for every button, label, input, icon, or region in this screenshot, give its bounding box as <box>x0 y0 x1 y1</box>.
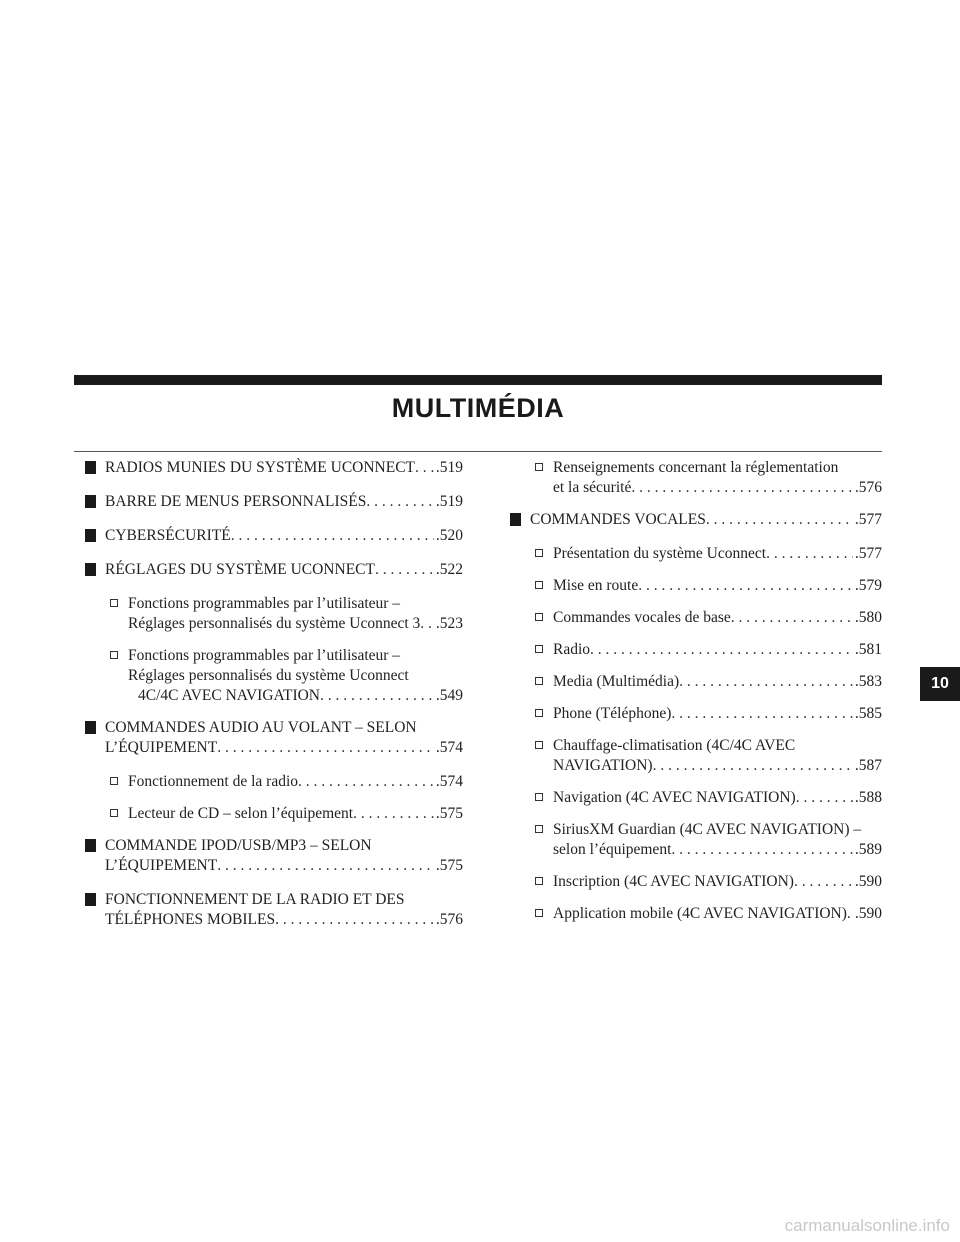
hollow-square-bullet-icon <box>535 877 543 885</box>
dot-leader <box>679 672 853 692</box>
chapter-title: MULTIMÉDIA <box>391 393 565 423</box>
toc-entry[interactable] <box>510 704 882 724</box>
hollow-square-bullet-icon <box>110 651 118 659</box>
toc-entry[interactable] <box>510 820 882 860</box>
toc-page-number: .574 <box>435 773 463 790</box>
toc-page-number: .590 <box>854 905 882 922</box>
toc-entry[interactable] <box>85 492 463 512</box>
toc-entry-text: Media (Multimédia) <box>553 673 680 690</box>
toc-entry-text: Radio <box>553 641 591 658</box>
hollow-square-bullet-icon <box>535 645 543 653</box>
toc-entry-text: Fonctions programmables par l’utilisateur – <box>128 647 401 664</box>
hollow-square-bullet-icon <box>535 793 543 801</box>
toc-page-number: .576 <box>435 911 463 928</box>
toc-page-number: .575 <box>435 857 463 874</box>
square-bullet-icon <box>85 461 96 474</box>
toc-page-number: .583 <box>854 673 882 690</box>
toc-entry[interactable] <box>510 510 882 530</box>
dot-leader <box>796 788 853 808</box>
hollow-square-bullet-icon <box>110 599 118 607</box>
toc-entry-text: Commandes vocales de base <box>553 609 731 626</box>
dot-leader <box>275 910 434 930</box>
toc-entry-text: Application mobile (4C AVEC NAVIGATION) <box>553 905 847 922</box>
toc-page-number: .587 <box>854 757 882 774</box>
toc-entry[interactable] <box>510 608 882 628</box>
hollow-square-bullet-icon <box>535 463 543 471</box>
hollow-square-bullet-icon <box>535 677 543 685</box>
toc-page-number: .519 <box>435 493 463 510</box>
toc-entry[interactable] <box>510 576 882 596</box>
toc-page-number: .574 <box>435 739 463 756</box>
toc-entry-text: COMMANDE IPOD/USB/MP3 – SELON <box>105 837 372 854</box>
toc-page-number: .577 <box>854 511 882 528</box>
toc-entry-text: selon l’équipement <box>553 841 672 858</box>
toc-entry-text: SiriusXM Guardian (4C AVEC NAVIGATION) – <box>553 821 862 838</box>
dot-leader <box>320 686 434 706</box>
title-rule <box>74 451 882 452</box>
toc-page-number: .519 <box>435 459 463 476</box>
toc-entry[interactable] <box>85 772 463 792</box>
hollow-square-bullet-icon <box>110 777 118 785</box>
dot-leader <box>671 840 853 860</box>
toc-entry-text: Réglages personnalisés du système Uconnect <box>128 667 409 684</box>
dot-leader <box>217 738 434 758</box>
toc-entry-text: CYBERSÉCURITÉ <box>105 527 231 544</box>
toc-page-number: .588 <box>854 789 882 806</box>
toc-page-number: .522 <box>435 561 463 578</box>
toc-entry[interactable] <box>510 736 882 776</box>
toc-entry[interactable] <box>510 788 882 808</box>
toc-entry-text: Présentation du système Uconnect <box>553 545 767 562</box>
toc-entry[interactable] <box>510 872 882 892</box>
toc-page-number: .581 <box>854 641 882 658</box>
toc-entry-text: COMMANDES VOCALES <box>530 511 706 528</box>
toc-page-number: .579 <box>854 577 882 594</box>
toc-page-number: .520 <box>435 527 463 544</box>
dot-leader <box>375 560 434 580</box>
dot-leader <box>731 608 853 628</box>
dot-leader <box>671 704 853 724</box>
hollow-square-bullet-icon <box>535 825 543 833</box>
toc-left-column <box>85 458 463 944</box>
toc-entry-text: Réglages personnalisés du système Uconnect 3 <box>128 615 421 632</box>
toc-entry-text: Lecteur de CD – selon l’équipement <box>128 805 354 822</box>
header-bar <box>74 375 882 385</box>
toc-entry-text: Inscription (4C AVEC NAVIGATION) <box>553 873 794 890</box>
toc-entry-text: Phone (Téléphone) <box>553 705 672 722</box>
toc-page-number: .577 <box>854 545 882 562</box>
hollow-square-bullet-icon <box>535 741 543 749</box>
toc-entry[interactable] <box>510 544 882 564</box>
square-bullet-icon <box>85 839 96 852</box>
toc-entry[interactable] <box>85 836 463 876</box>
toc-entry-text: COMMANDES AUDIO AU VOLANT – SELON <box>105 719 417 736</box>
square-bullet-icon <box>85 721 96 734</box>
dot-leader <box>231 526 434 546</box>
toc-page-number: .589 <box>854 841 882 858</box>
square-bullet-icon <box>85 529 96 542</box>
toc-entry-text: 4C/4C AVEC NAVIGATION <box>138 687 321 704</box>
dot-leader <box>298 772 434 792</box>
toc-entry-text: Mise en route <box>553 577 639 594</box>
toc-entry[interactable] <box>510 458 882 498</box>
toc-entry[interactable] <box>85 594 463 634</box>
toc-entry-text: Renseignements concernant la réglementation <box>553 459 839 476</box>
toc-entry-text: NAVIGATION) <box>553 757 653 774</box>
toc-page-number: .549 <box>435 687 463 704</box>
dot-leader <box>217 856 434 876</box>
hollow-square-bullet-icon <box>110 809 118 817</box>
toc-entry-text: L’ÉQUIPEMENT <box>105 739 218 756</box>
toc-entry[interactable] <box>510 640 882 660</box>
dot-leader <box>353 804 434 824</box>
toc-entry[interactable] <box>85 804 463 824</box>
toc-entry-text: RÉGLAGES DU SYSTÈME UCONNECT <box>105 561 375 578</box>
toc-page-number: .590 <box>854 873 882 890</box>
dot-leader <box>631 478 853 498</box>
toc-entry-text: BARRE DE MENUS PERSONNALISÉS <box>105 493 367 510</box>
watermark: carmanualsonline.info <box>784 1216 950 1235</box>
toc-entry-text: FONCTIONNEMENT DE LA RADIO ET DES <box>105 891 405 908</box>
hollow-square-bullet-icon <box>535 709 543 717</box>
toc-entry[interactable] <box>510 672 882 692</box>
toc-entry[interactable] <box>85 718 463 758</box>
dot-leader <box>590 640 853 660</box>
toc-entry[interactable] <box>510 904 882 924</box>
toc-entry[interactable] <box>85 458 463 478</box>
dot-leader <box>706 510 853 530</box>
dot-leader <box>794 872 853 892</box>
toc-right-column <box>510 458 882 936</box>
toc-entry-text: TÉLÉPHONES MOBILES <box>105 911 276 928</box>
toc-entry-text: Fonctionnement de la radio <box>128 773 299 790</box>
hollow-square-bullet-icon <box>535 909 543 917</box>
toc-entry[interactable] <box>85 560 463 580</box>
toc-page-number: .575 <box>435 805 463 822</box>
toc-entry-text: L’ÉQUIPEMENT <box>105 857 218 874</box>
chapter-tab[interactable]: 10 <box>920 667 960 701</box>
toc-entry-text: et la sécurité <box>553 479 632 496</box>
toc-page-number: .580 <box>854 609 882 626</box>
hollow-square-bullet-icon <box>535 581 543 589</box>
dot-leader <box>653 756 853 776</box>
toc-page-number: .585 <box>854 705 882 722</box>
toc-entry-text: Chauffage-climatisation (4C/4C AVEC <box>553 737 796 754</box>
dot-leader <box>638 576 853 596</box>
toc-entry-text: RADIOS MUNIES DU SYSTÈME UCONNECT <box>105 459 416 476</box>
square-bullet-icon <box>85 495 96 508</box>
toc-entry-text: Fonctions programmables par l’utilisateur – <box>128 595 401 612</box>
square-bullet-icon <box>510 513 521 526</box>
toc-entry[interactable] <box>85 890 463 930</box>
dot-leader <box>766 544 853 564</box>
dot-leader <box>366 492 433 512</box>
toc-page-number: .523 <box>435 615 463 632</box>
hollow-square-bullet-icon <box>535 549 543 557</box>
toc-entry[interactable] <box>85 526 463 546</box>
dot-leader <box>415 458 434 478</box>
hollow-square-bullet-icon <box>535 613 543 621</box>
toc-entry[interactable] <box>85 646 463 706</box>
square-bullet-icon <box>85 893 96 906</box>
toc-page-number: .576 <box>854 479 882 496</box>
square-bullet-icon <box>85 563 96 576</box>
toc-entry-text: Navigation (4C AVEC NAVIGATION) <box>553 789 796 806</box>
dot-leader <box>420 614 434 634</box>
